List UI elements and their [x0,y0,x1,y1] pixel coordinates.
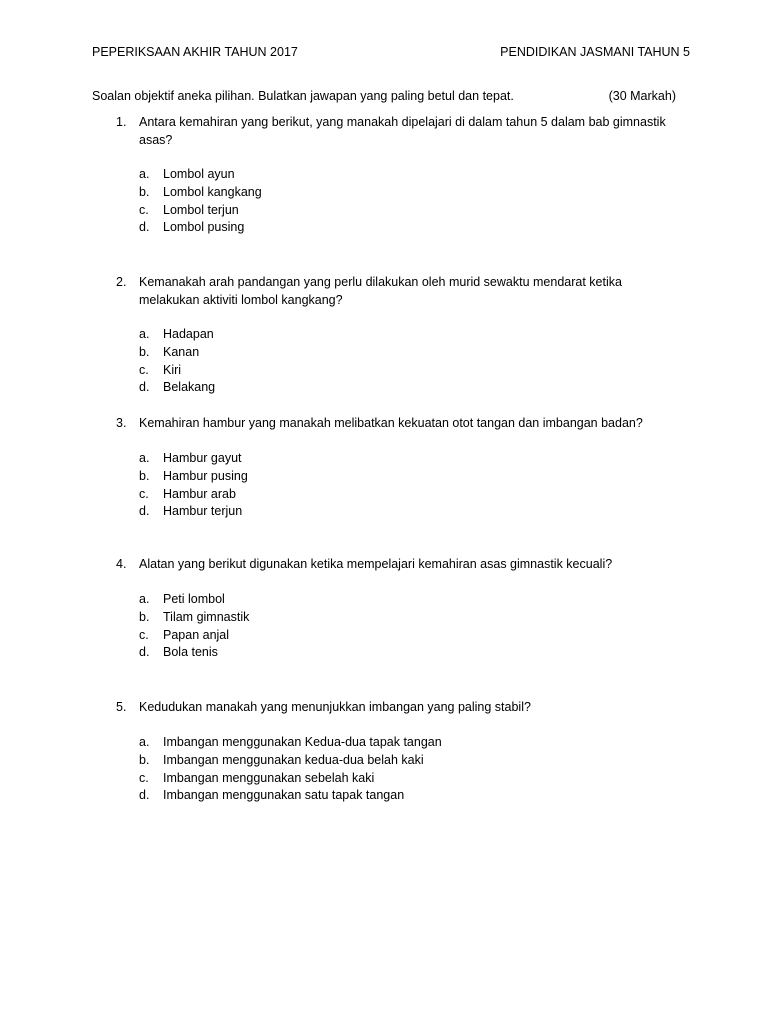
option-letter: c. [139,486,149,501]
option-letter: b. [139,609,150,624]
total-marks: (30 Markah) [608,89,676,103]
option-text: Hambur terjun [163,504,243,519]
instructions-text: Soalan objektif aneka pilihan. Bulatkan jawapan yang paling betul dan tepat. [92,89,514,103]
option-letter: c. [139,627,149,642]
question-number: 4. [116,557,127,571]
option-letter: c. [139,770,149,785]
question-text: Alatan yang berikut digunakan ketika mempelajari kemahiran asas gimnastik kecuali? [139,557,613,571]
question-number: 1. [116,115,127,129]
question-number: 3. [116,416,127,430]
subject-title: PENDIDIKAN JASMANI TAHUN 5 [500,45,690,59]
option-text: Hambur arab [163,486,236,501]
option-text: Hambur pusing [163,468,248,483]
option-letter: d. [139,220,150,235]
page-header [92,43,690,61]
option-text: Hadapan [163,327,214,341]
option-letter: d. [139,504,150,519]
option-text: Lombol kangkang [163,184,262,199]
option-text: Kiri [163,362,182,377]
option-letter: d. [139,380,150,395]
option-letter: a. [139,167,150,181]
question-text: Kemanakah arah pandangan yang perlu dilakukan oleh murid sewaktu mendarat ketika melakukan aktiviti lombol kangkang? [139,275,622,307]
option-text: Hambur gayut [163,451,242,465]
option-letter: c. [139,362,149,377]
option-text: Imbangan menggunakan satu tapak tangan [163,788,405,803]
question-text: Antara kemahiran yang berikut, yang manakah dipelajari di dalam tahun 5 dalam bab gimnastik asas? [139,115,666,147]
option-text: Imbangan menggunakan kedua-dua belah kaki [163,752,424,767]
option-text: Lombol terjun [163,202,239,217]
option-letter: a. [139,735,150,749]
option-letter: a. [139,327,150,341]
option-letter: d. [139,788,150,803]
option-letter: a. [139,592,150,606]
option-text: Kanan [163,344,200,359]
option-text: Papan anjal [163,627,230,642]
question-number: 2. [116,275,127,289]
option-text: Lombol pusing [163,220,245,235]
option-text: Peti lombol [163,592,225,606]
instructions [92,87,676,105]
option-text: Lombol ayun [163,167,235,181]
option-letter: a. [139,451,150,465]
option-text: Imbangan menggunakan sebelah kaki [163,770,375,785]
option-letter: b. [139,344,150,359]
option-letter: d. [139,645,150,660]
option-text: Belakang [163,380,216,395]
option-letter: b. [139,468,150,483]
question-number: 5. [116,700,127,714]
exam-title: PEPERIKSAAN AKHIR TAHUN 2017 [92,45,298,59]
question-text: Kemahiran hambur yang manakah melibatkan kekuatan otot tangan dan imbangan badan? [139,416,643,430]
option-letter: b. [139,184,150,199]
option-text: Bola tenis [163,645,218,660]
question-text: Kedudukan manakah yang menunjukkan imbangan yang paling stabil? [139,700,531,714]
option-text: Tilam gimnastik [163,609,250,624]
option-text: Imbangan menggunakan Kedua-dua tapak tangan [163,735,442,749]
option-letter: c. [139,202,149,217]
option-letter: b. [139,752,150,767]
